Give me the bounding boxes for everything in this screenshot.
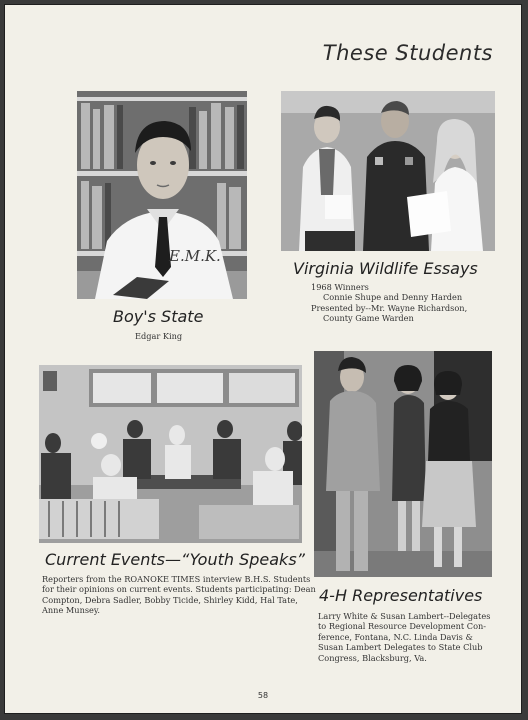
four-h-photo (314, 351, 492, 577)
current-events-photo (39, 365, 302, 543)
current-events-line-3: Compton, Debra Sadler, Bobby Ticide, Shirley Kidd, Hal Tate, (42, 594, 298, 605)
current-events-line-2: for their opinions on current events. Students participating: Dean (42, 584, 316, 595)
boys-state-title: Boy's State (113, 307, 204, 326)
boys-state-photo (77, 91, 247, 299)
current-events-caption (42, 574, 316, 616)
four-h-line-2: to Regional Resource Development Con- (318, 621, 487, 632)
wildlife-essays-photo (281, 91, 495, 251)
four-h-line-3: ference, Fontana, N.C. Linda Davis & (318, 631, 473, 642)
four-h-line-5: Congress, Blacksburg, Va. (318, 652, 427, 663)
wildlife-line-2: Connie Shupe and Denny Harden (323, 292, 463, 303)
page-number: 58 (257, 691, 269, 700)
current-events-line-1: Reporters from the ROANOKE TIMES interview B.H.S. Students (42, 574, 311, 584)
four-h-caption (318, 611, 490, 663)
current-events-title: Current Events—“Youth Speaks” (45, 550, 305, 569)
current-events-line-4: Anne Munsey. (42, 605, 101, 616)
yearbook-page (4, 4, 522, 714)
four-h-line-1: Larry White & Susan Lambert--Delegates (318, 611, 491, 621)
boys-state-name: Edgar King (135, 331, 183, 341)
wildlife-caption (311, 282, 467, 324)
wildlife-line-3: Presented by--Mr. Wayne Richardson, (311, 302, 468, 313)
page-header-title: These Students (322, 41, 493, 65)
wildlife-line-1: 1968 Winners (311, 282, 369, 292)
wildlife-line-4: County Game Warden (323, 313, 414, 324)
jacket-monogram: E.M.K. (169, 247, 221, 265)
four-h-title: 4-H Representatives (319, 586, 483, 605)
wildlife-title: Virginia Wildlife Essays (293, 259, 478, 278)
four-h-line-4: Susan Lambert Delegates to State Club (318, 642, 483, 653)
